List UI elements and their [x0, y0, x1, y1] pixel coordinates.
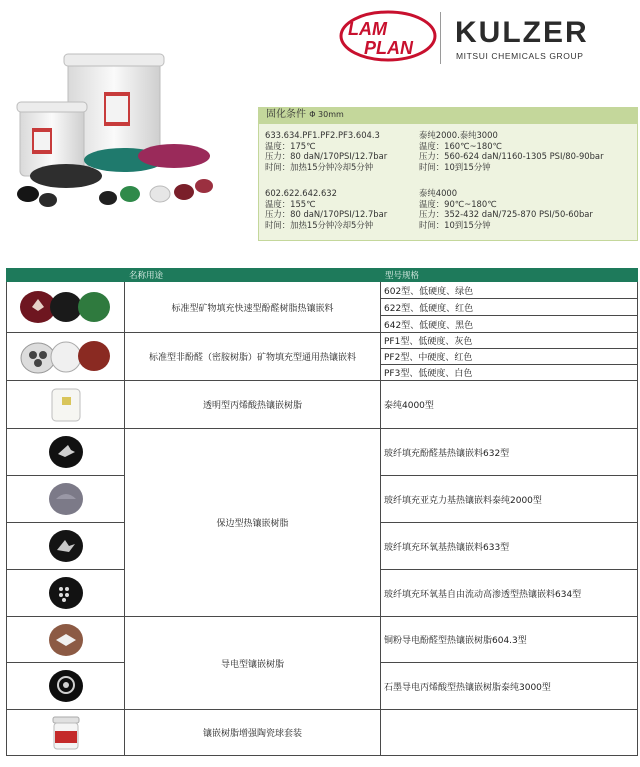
phenolic-pucks-image [16, 285, 116, 329]
spec-cell: 玻纤填充亚克力基热镶嵌料泰纯2000型 [381, 476, 638, 523]
spec-cell: 玻纤填充环氧基自由流动高渗透型热镶嵌料634型 [381, 570, 638, 617]
sample-image-cell [7, 476, 125, 523]
curing-title [258, 107, 638, 123]
copper-puck-image [46, 620, 86, 660]
spec-cell: 玻纤填充环氧基热镶嵌料633型 [381, 523, 638, 570]
curing-block-3 [265, 188, 387, 230]
spec-cell: PF3型、低硬度、白色 [381, 365, 638, 381]
curing-block-temp: 温度：155℃ [265, 198, 316, 209]
spec-cell: 泰纯4000型 [381, 381, 638, 429]
header-usage: 名称用途 [125, 269, 381, 282]
sample-image-cell [7, 282, 125, 333]
curing-block-name: 602.622.642.632 [265, 188, 337, 198]
spec-cell [381, 710, 638, 756]
curing-title-note: Φ 30mm [309, 110, 344, 119]
mitsui-tagline: MITSUI CHEMICALS GROUP [456, 51, 584, 61]
curing-block-temp: 温度：160℃~180℃ [419, 140, 502, 151]
curing-block-time: 时间：10到15分钟 [419, 161, 491, 172]
spec-table [6, 268, 638, 756]
table-row [7, 429, 638, 476]
sample-image-cell [7, 570, 125, 617]
spec-cell: 石墨导电丙烯酸型热镶嵌树脂泰纯3000型 [381, 663, 638, 710]
sample-image-cell [7, 381, 125, 429]
transparent-puck-image [46, 385, 86, 425]
kulzer-logo: KULZER [455, 16, 589, 49]
product-photo [6, 48, 228, 218]
spec-cell: PF2型、中硬度、红色 [381, 349, 638, 365]
curing-block-1 [265, 130, 387, 172]
logo-divider [440, 12, 441, 64]
curing-block-name: 泰纯4000 [419, 188, 458, 198]
sample-image-cell [7, 617, 125, 663]
curing-block-pressure: 压力：80 daN/170PSI/12.7bar [265, 151, 388, 162]
spec-cell: 642型、低硬度、黑色 [381, 316, 638, 333]
curing-block-name: 泰纯2000.泰纯3000 [419, 130, 498, 140]
ceramic-ball-jar-image [46, 713, 86, 753]
free-flow-puck-image [46, 573, 86, 613]
lamplan-logo [338, 8, 438, 66]
table-row [7, 381, 638, 429]
curing-block-time: 时间：加热15分钟冷却5分钟 [265, 161, 374, 172]
table-row [7, 710, 638, 756]
usage-cell: 透明型丙烯酸热镶嵌树脂 [125, 381, 381, 429]
lamplan-text-1: LAM [348, 19, 387, 39]
header-spec: 型号规格 [381, 269, 638, 282]
curing-title-text: 固化条件 [266, 109, 306, 120]
spec-cell: 602型、低硬度、绿色 [381, 282, 638, 299]
spec-cell: 622型、低硬度、红色 [381, 299, 638, 316]
table-row [7, 282, 638, 299]
curing-block-temp: 温度：175℃ [265, 140, 316, 151]
sample-image-cell [7, 523, 125, 570]
usage-cell: 镶嵌树脂增强陶瓷球套装 [125, 710, 381, 756]
curing-block-temp: 温度：90℃~180℃ [419, 198, 497, 209]
curing-block-time: 时间：10到15分钟 [419, 219, 491, 230]
usage-cell: 标准型矿物填充快速型酚醛树脂热镶嵌料 [125, 282, 381, 333]
spec-cell: 玻纤填充酚醛基热镶嵌料632型 [381, 429, 638, 476]
spec-cell: PF1型、低硬度、灰色 [381, 333, 638, 349]
lamplan-text-2: PLAN [364, 38, 413, 58]
header-image-cell [7, 269, 125, 282]
curing-block-4 [419, 188, 593, 230]
graphite-puck-image [46, 666, 86, 706]
sample-image-cell [7, 429, 125, 476]
curing-block-name: 633.634.PF1.PF2.PF3.604.3 [265, 130, 380, 140]
curing-block-pressure: 压力：352-432 daN/725-870 PSI/50-60bar [419, 209, 593, 220]
usage-cell: 导电型镶嵌树脂 [125, 617, 381, 710]
sample-image-cell [7, 333, 125, 381]
melamine-pucks-image [16, 336, 116, 378]
spec-cell: 铜粉导电酚醛型热镶嵌树脂604.3型 [381, 617, 638, 663]
sample-image-cell [7, 710, 125, 756]
table-row [7, 617, 638, 663]
usage-cell: 标准型非酚醛（密胺树脂）矿物填充型通用热镶嵌料 [125, 333, 381, 381]
edge-retention-puck-image [46, 432, 86, 472]
grey-puck-image [46, 479, 86, 519]
table-row [7, 333, 638, 349]
curing-block-pressure: 压力：80 daN/170PSI/12.7bar [265, 209, 388, 220]
table-header-row [7, 269, 638, 282]
curing-block-time: 时间：加热15分钟冷却5分钟 [265, 219, 374, 230]
curing-block-pressure: 压力：560-624 daN/1160-1305 PSI/80-90bar [419, 151, 604, 162]
usage-cell: 保边型热镶嵌树脂 [125, 429, 381, 617]
epoxy-puck-image [46, 526, 86, 566]
sample-image-cell [7, 663, 125, 710]
curing-box [258, 123, 638, 241]
curing-block-2 [419, 130, 604, 172]
